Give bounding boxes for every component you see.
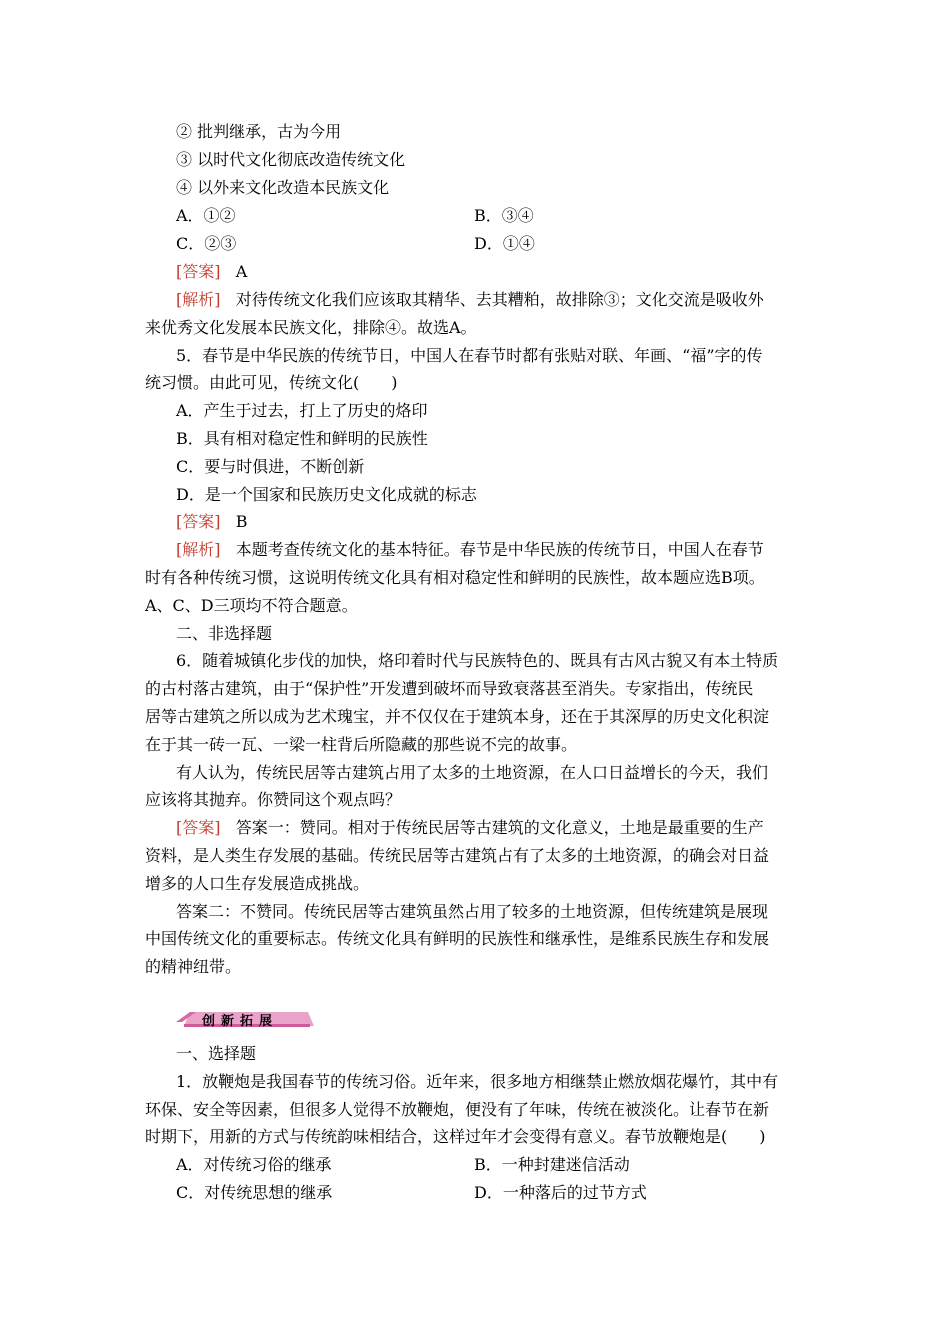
q4-choice-c: C．②③: [176, 234, 237, 253]
q6-answer1-line-3: 增多的人口生存发展造成挑战。: [145, 874, 370, 893]
q1-choice-c: C．对传统思想的继承: [176, 1183, 333, 1202]
q4-choice-a: A．①②: [176, 206, 236, 225]
q6-answer2-line-1: 答案二：不赞同。传统民居等古建筑虽然占用了较多的土地资源，但传统建筑是展现: [176, 902, 769, 921]
q4-option-2: ② 批判继承，古为今用: [176, 122, 342, 141]
q6-answer1-line-1: [答案] 答案一：赞同。相对于传统民居等古建筑的文化意义，土地是最重要的生产: [176, 818, 764, 837]
q4-analysis-line-1: [解析] 对待传统文化我们应该取其精华、去其糟粕，故排除③；文化交流是吸收外: [176, 290, 764, 309]
banner-label: 创新拓展: [202, 1014, 279, 1029]
q1-stem-line-1: 1．放鞭炮是我国春节的传统习俗。近年来，很多地方相继禁止燃放烟花爆竹，其中有: [176, 1072, 779, 1091]
q4-answer-tag: [答案]: [176, 262, 221, 281]
q5-choice-a: A．产生于过去，打上了历史的烙印: [176, 401, 428, 420]
q4-analysis-tag: [解析]: [176, 290, 221, 309]
q6-answer1-line-2: 资料，是人类生存发展的基础。传统民居等古建筑占有了太多的土地资源，的确会对日益: [145, 846, 770, 865]
q1-choice-b: B．一种封建迷信活动: [474, 1155, 630, 1174]
q5-analysis-line-1: [解析] 本题考查传统文化的基本特征。春节是中华民族的传统节日，中国人在春节: [176, 540, 764, 559]
q6-answer2-line-2: 中国传统文化的重要标志。传统文化具有鲜明的民族性和继承性，是维系民族生存和发展: [145, 929, 770, 948]
q5-choice-b: B．具有相对稳定性和鲜明的民族性: [176, 429, 428, 448]
q6-para2-line-2: 应该将其抛弃。你赞同这个观点吗？: [145, 790, 402, 809]
q4-answer: A: [235, 262, 248, 281]
q4-answer-line: [176, 261, 247, 283]
q1-choice-d: D．一种落后的过节方式: [474, 1183, 647, 1202]
q1-choice-a: A．对传统习俗的继承: [176, 1155, 332, 1174]
q5-analysis-line-2: 时有各种传统习惯，这说明传统文化具有相对稳定性和鲜明的民族性，故本题应选B项。: [145, 568, 765, 587]
q1-stem-line-2: 环保、安全等因素，但很多人觉得不放鞭炮，便没有了年味，传统在被淡化。让春节在新: [145, 1100, 770, 1119]
q5-stem-line-2: 统习惯。由此可见，传统文化( ): [145, 373, 398, 392]
q6-answer-tag: [答案]: [176, 818, 221, 837]
section-heading-non-choice: 二、非选择题: [176, 624, 273, 643]
q5-stem-line-1: 5．春节是中华民族的传统节日，中国人在春节时都有张贴对联、年画、“福”字的传: [176, 346, 763, 365]
q4-analysis-line-2: 来优秀文化发展本民族文化，排除④。故选A。: [145, 318, 477, 337]
q1-stem-line-3: 时期下，用新的方式与传统韵味相结合，这样过年才会变得有意义。春节放鞭炮是( ): [145, 1127, 766, 1146]
q5-analysis-tag: [解析]: [176, 540, 221, 559]
q6-para2-line-1: 有人认为，传统民居等古建筑占用了太多的土地资源，在人口日益增长的今天，我们: [176, 763, 769, 782]
q6-para1-line-1: 6．随着城镇化步伐的加快，烙印着时代与民族特色的、既具有古风古貌又有本土特质: [176, 651, 779, 670]
section-banner: [176, 1008, 314, 1030]
q5-answer-tag: [答案]: [176, 512, 221, 531]
q5-analysis-line-3: A、C、D三项均不符合题意。: [145, 596, 358, 615]
q6-para1-line-3: 居等古建筑之所以成为艺术瑰宝，并不仅仅在于建筑本身，还在于其深厚的历史文化积淀: [145, 707, 770, 726]
q5-answer-line: [176, 511, 248, 533]
q5-answer: B: [235, 512, 248, 531]
section-heading-choice: 一、选择题: [176, 1044, 257, 1063]
q4-option-3: ③ 以时代文化彻底改造传统文化: [176, 150, 406, 169]
q6-para1-line-2: 的古村落古建筑，由于“保护性”开发遭到破坏而导致衰落甚至消失。专家指出，传统民: [145, 679, 754, 698]
q5-choice-c: C．要与时俱进，不断创新: [176, 457, 365, 476]
q4-choice-b: B．③④: [474, 206, 534, 225]
q6-answer2-line-3: 的精神纽带。: [145, 957, 242, 976]
q6-para1-line-4: 在于其一砖一瓦、一梁一柱背后所隐藏的那些说不完的故事。: [145, 735, 578, 754]
q4-option-4: ④ 以外来文化改造本民族文化: [176, 178, 390, 197]
q4-choice-d: D．①④: [474, 234, 535, 253]
q5-choice-d: D．是一个国家和民族历史文化成就的标志: [176, 485, 477, 504]
